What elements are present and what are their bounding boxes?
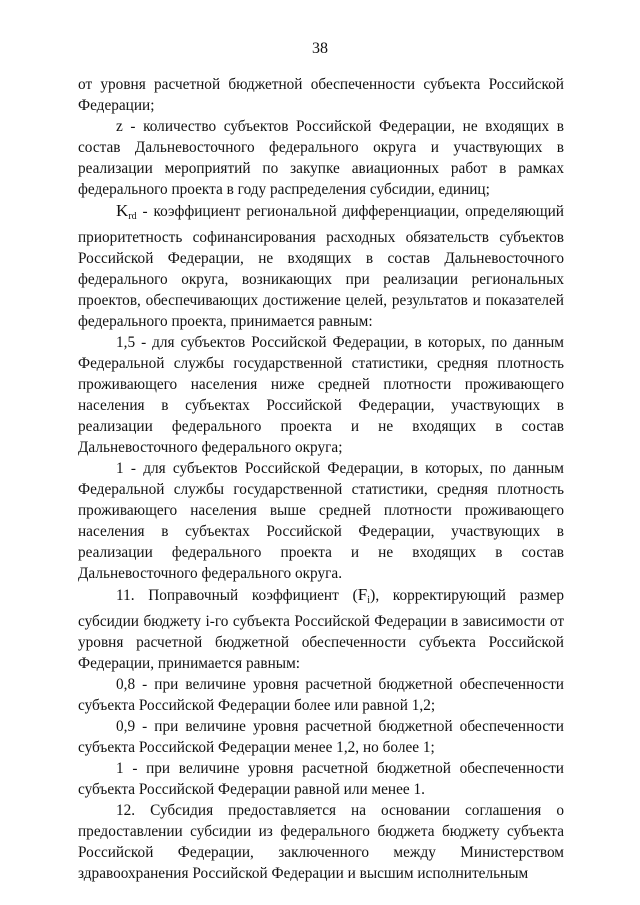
paragraph-item-11: 11. Поправочный коэффициент $(F_i)$, корректирующий размер субсидии бюджету i-го субъекта Российской Федерации в зависимости от уровня расчетной бюджетной обеспеченности субъекта Российской Федерации, принимается равным:	[78, 585, 564, 672]
item-11-rest-text: , корректирующий размер субсидии бюджету i-го субъекта Российской Федерации в зависимости от уровня расчетной бюджетной обеспеченности субъекта Российской Федерации, принимается равным:	[78, 587, 564, 672]
fi-symbol: $F_i$	[357, 585, 371, 606]
paragraph-coefficient-1: 1 - для субъектов Российской Федерации, в которых, по данным Федеральной службы государственной статистики, средняя плотность проживающего населения выше средней плотности проживающего населения в субъектах Российской Федерации, участвующих в реализации федерального проекта и не входящих в состав Дальневосточного федерального округа.	[78, 460, 564, 582]
paragraph-coefficient-0-9: 0,9 - при величине уровня расчетной бюджетной обеспеченности субъекта Российской Федерации менее 1,2, но более 1;	[78, 718, 564, 756]
paragraph-z-definition: z - количество субъектов Российской Федерации, не входящих в состав Дальневосточного федерального округа и участвующих в реализации мероприятий по закупке авиационных работ в рамках федерального проекта в году распределения субсидии, единиц;	[78, 118, 564, 198]
document-body	[78, 74, 564, 884]
krd-symbol: $K_{rd}$	[116, 201, 137, 222]
paragraph-coefficient-1-lower: 1 - при величине уровня расчетной бюджетной обеспеченности субъекта Российской Федерации равной или менее 1.	[78, 760, 564, 798]
item-11-lead-text: 11. Поправочный коэффициент	[116, 587, 339, 604]
paragraph-krd-definition	[78, 200, 564, 332]
paragraph-coefficient-0-8: 0,8 - при величине уровня расчетной бюджетной обеспеченности субъекта Российской Федерации более или равной 1,2;	[78, 676, 564, 714]
page-number: 38	[312, 40, 328, 57]
krd-definition-text: - коэффициент региональной дифференциации, определяющий приоритетность софинансирования расходных обязательств субъектов Российской Федерации, не входящих в состав Дальневосточного федерального округа, возникающих при реализации региональных проектов, обеспечивающих достижение целей, результатов и показателей федерального проекта, принимается равным:	[78, 203, 564, 330]
paragraph-continuation: от уровня расчетной бюджетной обеспеченности субъекта Российской Федерации;	[78, 76, 564, 114]
paragraph-item-12: 12. Субсидия предоставляется на основании соглашения о предоставлении субсидии из федерального бюджета бюджету субъекта Российской Федерации, заключенного между Министерством здравоохранения Российской Федерации и высшим исполнительным	[78, 802, 564, 882]
paragraph-coefficient-1-5: 1,5 - для субъектов Российской Федерации, в которых, по данным Федеральной службы государственной статистики, средняя плотность проживающего населения ниже средней плотности проживающего населения в субъектах Российской Федерации, участвующих в реализации федерального проекта и не входящих в состав Дальневосточного федерального округа;	[78, 334, 564, 456]
